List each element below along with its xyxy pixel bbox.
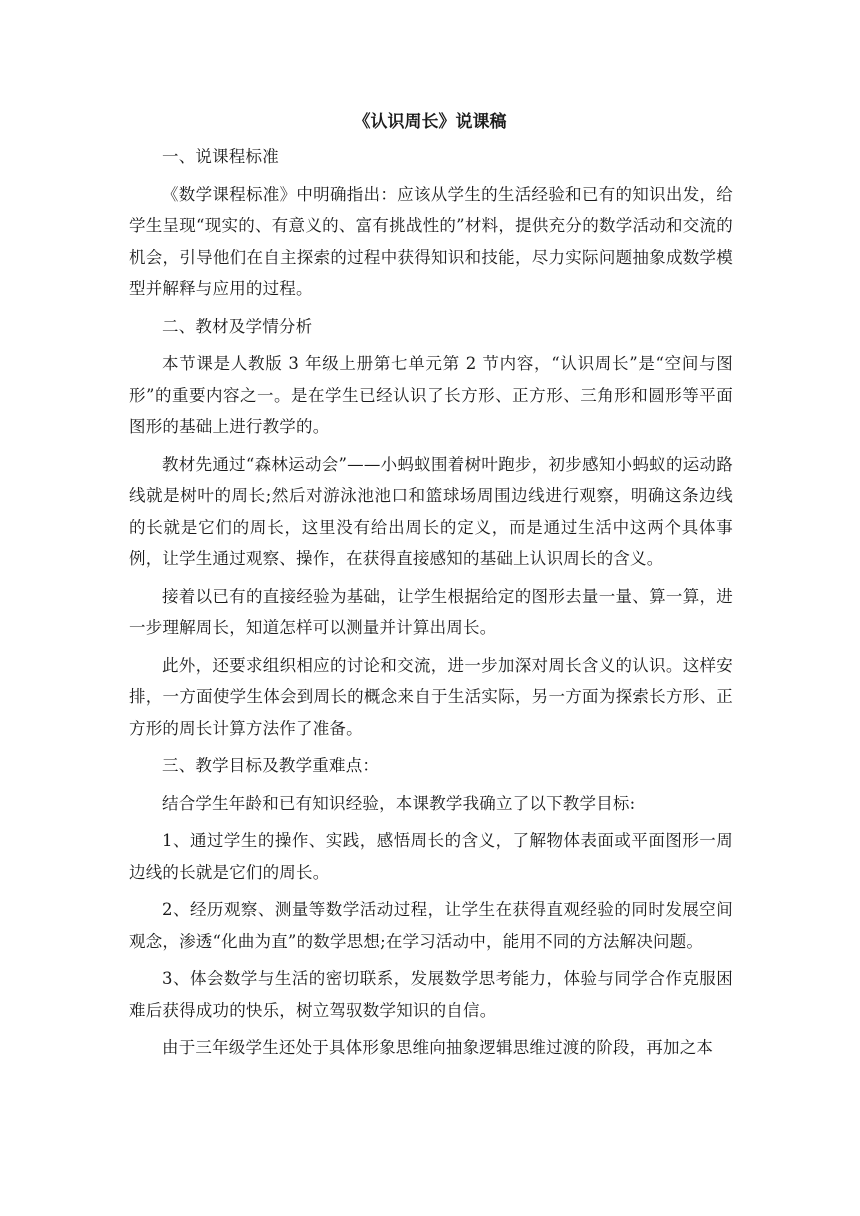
document-body [129, 141, 733, 1070]
paragraph: 由于三年级学生还处于具体形象思维向抽象逻辑思维过渡的阶段，再加之本 [162, 1038, 714, 1057]
paragraph: 教材先通过“森林运动会”——小蚂蚁围着树叶跑步，初步感知小蚂蚁的运动路线就是树叶的周长;然后对游泳池池口和篮球场周围边线进行观察，明确这条边线的长就是它们的周长，这里没有给出周长的定义，而是通过生活中这两个具体事例，让学生通过观察、操作，在获得直接感知的基础上认识周长的含义。 [129, 454, 733, 568]
goal-item: 1、通过学生的操作、实践，感悟周长的含义，了解物体表面或平面图形一周边线的长就是它们的周长。 [129, 831, 733, 882]
paragraph: 结合学生年龄和已有知识经验，本课教学我确立了以下教学目标: [162, 793, 636, 813]
paragraph: 此外，还要求组织相应的讨论和交流，进一步加深对周长含义的认识。这样安排，一方面使学生体会到周长的概念来自于生活实际，另一方面为探索长方形、正方形的周长计算方法作了准备。 [129, 655, 733, 738]
goal-item: 3、体会数学与生活的密切联系，发展数学思考能力，体验与同学合作克服困难后获得成功的快乐，树立驾驭数学知识的自信。 [129, 969, 733, 1020]
paragraph: 本节课是人教版 3 年级上册第七单元第 2 节内容，“认识周长”是“空间与图形”的重要内容之一。是在学生已经认识了长方形、正方形、三角形和圆形等平面图形的基础上进行教学的。 [129, 354, 733, 436]
paragraph: 接着以已有的直接经验为基础，让学生根据给定的图形去量一量、算一算，进一步理解周长，知道怎样可以测量并计算出周长。 [129, 586, 733, 637]
paragraph: 《数学课程标准》中明确指出：应该从学生的生活经验和已有的知识出发，给学生呈现“现实的、有意义的、富有挑战性的”材料，提供充分的数学活动和交流的机会，引导他们在自主探索的过程中获得知识和技能，尽力实际问题抽象成数学模型并解释与应用的过程。 [129, 184, 733, 298]
goal-item: 2、经历观察、测量等数学活动过程，让学生在获得直观经验的同时发展空间观念，渗透“化曲为直”的数学思想;在学习活动中，能用不同的方法解决问题。 [129, 900, 733, 951]
section-heading-teaching-goals: 三、教学目标及教学重难点： [162, 756, 380, 775]
section-heading-course-standard: 一、说课程标准 [162, 147, 279, 166]
document-title: 《认识周长》说课稿 [353, 112, 507, 132]
section-heading-materials-analysis: 二、教材及学情分析 [162, 316, 313, 336]
